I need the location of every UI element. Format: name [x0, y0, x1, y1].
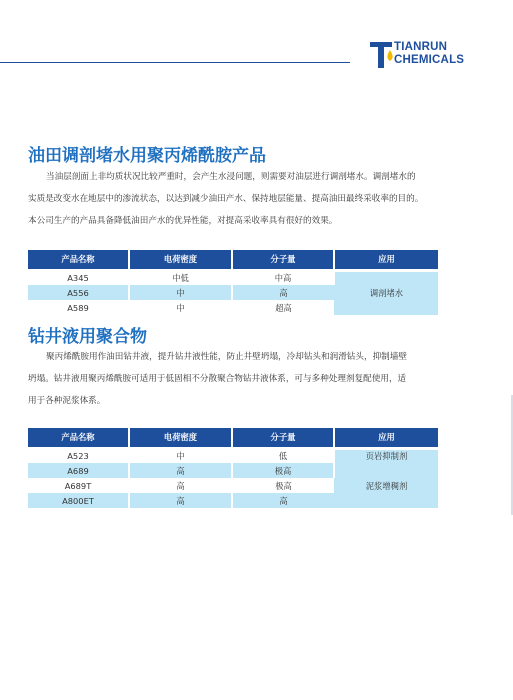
cell-application: 调剖堵水 [334, 270, 438, 315]
section1-line-3: 本公司生产的产品具备降低油田产水的优异性能，对提高采收率具有很好的效果。 [28, 216, 338, 226]
section2-line-1: 聚丙烯酰胺用作油田钻井液，提升钻井液性能，防止井壁坍塌，冷却钻头和润滑钻头，抑制墙壁 [46, 352, 407, 362]
table-row [28, 463, 438, 478]
section1-line-1: 当油层剖面上非均质状况比较严重时，会产生水浸问题，则需要对油层进行调剖堵水。调剖堵水的 [46, 172, 416, 182]
section2-product-table [28, 428, 438, 508]
logo-text-line2: CHEMICALS [394, 54, 465, 66]
section1-line-2: 实质是改变水在地层中的渗流状态，以达到减少油田产水、保持地层能量、提高油田最终采收率的目的。 [28, 194, 424, 204]
cell-charge: 高 [129, 478, 232, 493]
header-molecular-weight: 分子量 [232, 428, 334, 448]
cell-charge: 高 [129, 463, 232, 478]
section2-line-3: 用于各种泥浆体系。 [28, 396, 106, 406]
header-application: 应用 [334, 250, 438, 270]
header-charge-density: 电荷密度 [129, 250, 232, 270]
section2-title: 钻井液用聚合物 [28, 327, 147, 347]
cell-application: 页岩抑制剂 [334, 448, 438, 463]
cell-weight: 低 [232, 448, 334, 463]
cell-product: A800ET [28, 493, 129, 508]
cell-product: A556 [28, 285, 129, 300]
table-row [28, 448, 438, 463]
cell-weight: 极高 [232, 463, 334, 478]
cell-product: A345 [28, 270, 129, 285]
cell-charge: 中 [129, 300, 232, 315]
table-header-row [28, 428, 438, 448]
header-application: 应用 [334, 428, 438, 448]
cell-charge: 高 [129, 493, 232, 508]
cell-weight: 高 [232, 493, 334, 508]
cell-product: A689T [28, 478, 129, 493]
cell-charge: 中 [129, 285, 232, 300]
section1-paragraph [28, 166, 448, 232]
section2-paragraph [28, 346, 448, 412]
section2-line-2: 坍塌。钻井液用聚丙烯酰胺可适用于低固相不分散聚合物钻井液体系，可与多种处理剂复配使用，适 [28, 374, 407, 384]
header-product-name: 产品名称 [28, 250, 129, 270]
header-product-name: 产品名称 [28, 428, 129, 448]
table-row [28, 270, 438, 285]
cell-charge: 中 [129, 448, 232, 463]
section1-title: 油田调剖堵水用聚丙烯酰胺产品 [28, 146, 266, 166]
cell-product: A689 [28, 463, 129, 478]
logo-text-line1: TIANRUN [394, 41, 448, 53]
cell-weight: 超高 [275, 302, 292, 313]
cell-product: A523 [28, 448, 129, 463]
section1-product-table [28, 250, 438, 315]
cell-charge: 中低 [129, 270, 232, 285]
table-header-row [28, 250, 438, 270]
cell-application: 泥浆增稠剂 [334, 463, 438, 508]
cell-product: A589 [28, 300, 129, 315]
cell-weight: 中高 [232, 270, 334, 285]
company-logo [368, 38, 508, 70]
header-charge-density: 电荷密度 [129, 428, 232, 448]
header-molecular-weight: 分子量 [232, 250, 334, 270]
header-rule [0, 62, 350, 63]
cell-weight: 高 [232, 285, 334, 300]
cell-weight: 极高 [275, 480, 292, 491]
